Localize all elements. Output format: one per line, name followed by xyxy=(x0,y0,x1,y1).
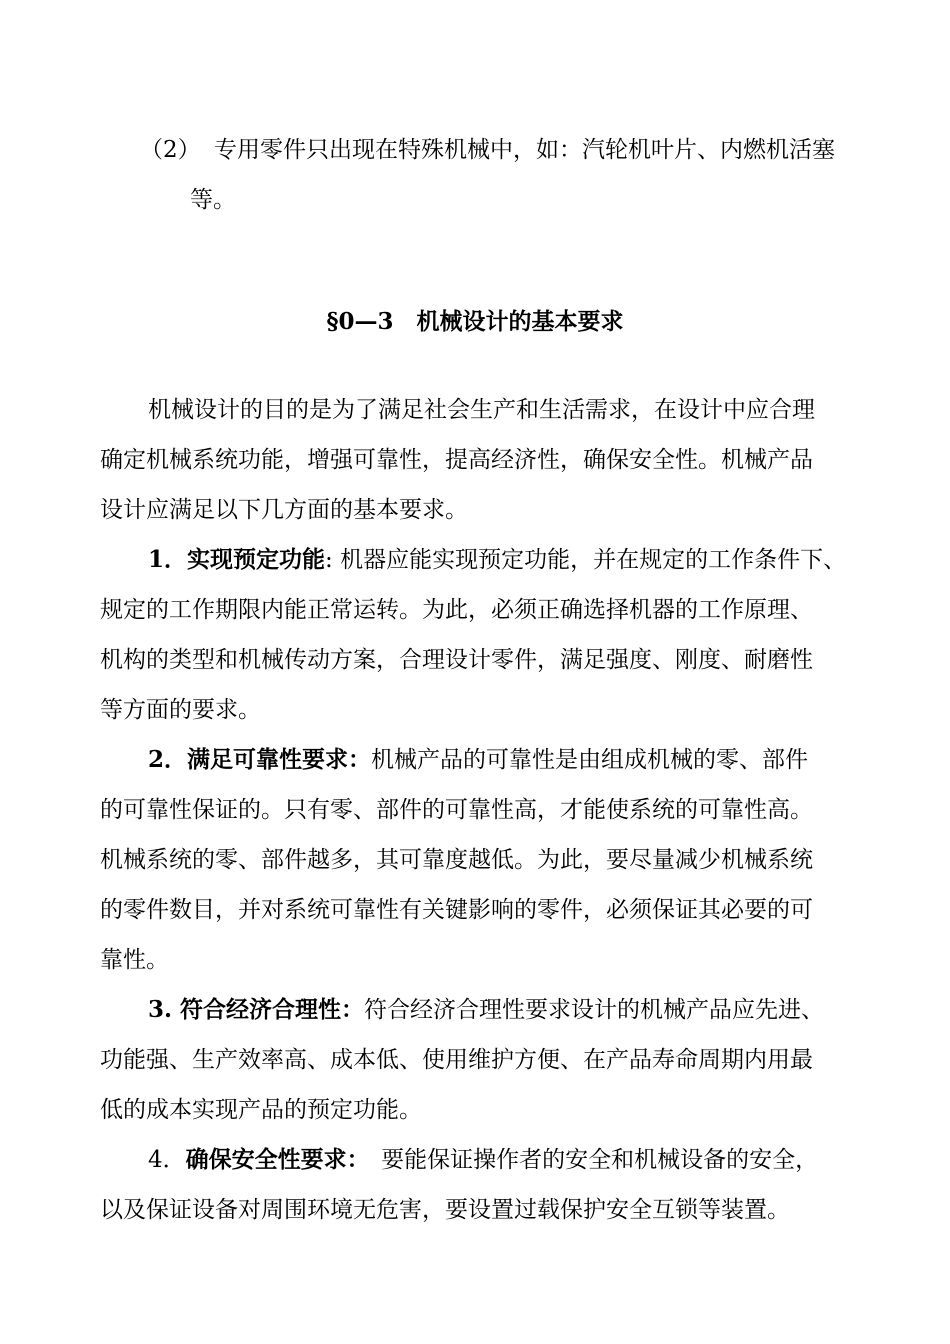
req1-title: 1．实现预定功能 xyxy=(148,546,326,573)
req4-text: 要能保证操作者的安全和机械设备的安全， xyxy=(358,1147,819,1173)
req3-line1 xyxy=(148,995,824,1025)
item2-label: （2） xyxy=(140,137,201,163)
req1-line: 等方面的要求。 xyxy=(100,697,261,723)
item2-line2: 等。 xyxy=(190,187,236,213)
intro-line: 机械设计的目的是为了满足社会生产和生活需求，在设计中应合理 xyxy=(148,397,815,423)
req2-title: 2．满足可靠性要求： xyxy=(148,746,372,773)
req3-text: 符合经济合理性要求设计的机械产品应先进、 xyxy=(364,997,825,1023)
req1-line1 xyxy=(148,545,846,575)
req3-title: 3. 符合经济合理性： xyxy=(148,996,365,1023)
req4-line: 以及保证设备对周围环境无危害，要设置过载保护安全互锁等装置。 xyxy=(100,1197,790,1223)
req2-line1 xyxy=(148,745,808,775)
intro-line: 确定机械系统功能，增强可靠性，提高经济性，确保安全性。机械产品 xyxy=(100,447,813,473)
item2-line1 xyxy=(140,135,835,165)
req4-line1 xyxy=(148,1145,818,1175)
req3-line: 功能强、生产效率高、成本低、使用维护方便、在产品寿命周期内用最 xyxy=(100,1047,813,1073)
item2-text: 专用零件只出现在特殊机械中，如：汽轮机叶片、内燃机活塞 xyxy=(213,137,835,163)
req2-line: 的零件数目，并对系统可靠性有关键影响的零件，必须保证其必要的可 xyxy=(100,897,813,923)
req1-line: 规定的工作期限内能正常运转。为此，必须正确选择机器的工作原理、 xyxy=(100,597,813,623)
req2-text: 机械产品的可靠性是由组成机械的零、部件 xyxy=(371,747,809,773)
req1-line: 机构的类型和机械传动方案，合理设计零件，满足强度、刚度、耐磨性 xyxy=(100,647,813,673)
req2-line: 的可靠性保证的。只有零、部件的可靠性高，才能使系统的可靠性高。 xyxy=(100,797,813,823)
req2-line: 机械系统的零、部件越多，其可靠度越低。为此，要尽量减少机械系统 xyxy=(100,847,813,873)
req4-title: 确保安全性要求： xyxy=(185,1146,359,1173)
section-heading: §0—3 机械设计的基本要求 xyxy=(326,308,624,335)
intro-line: 设计应满足以下几方面的基本要求。 xyxy=(100,497,468,523)
req1-text: : 机器应能实现预定功能，并在规定的工作条件下、 xyxy=(325,547,847,573)
req2-line: 靠性。 xyxy=(100,947,169,973)
req3-line: 低的成本实现产品的预定功能。 xyxy=(100,1097,422,1123)
req4-number: 4． xyxy=(148,1147,186,1173)
